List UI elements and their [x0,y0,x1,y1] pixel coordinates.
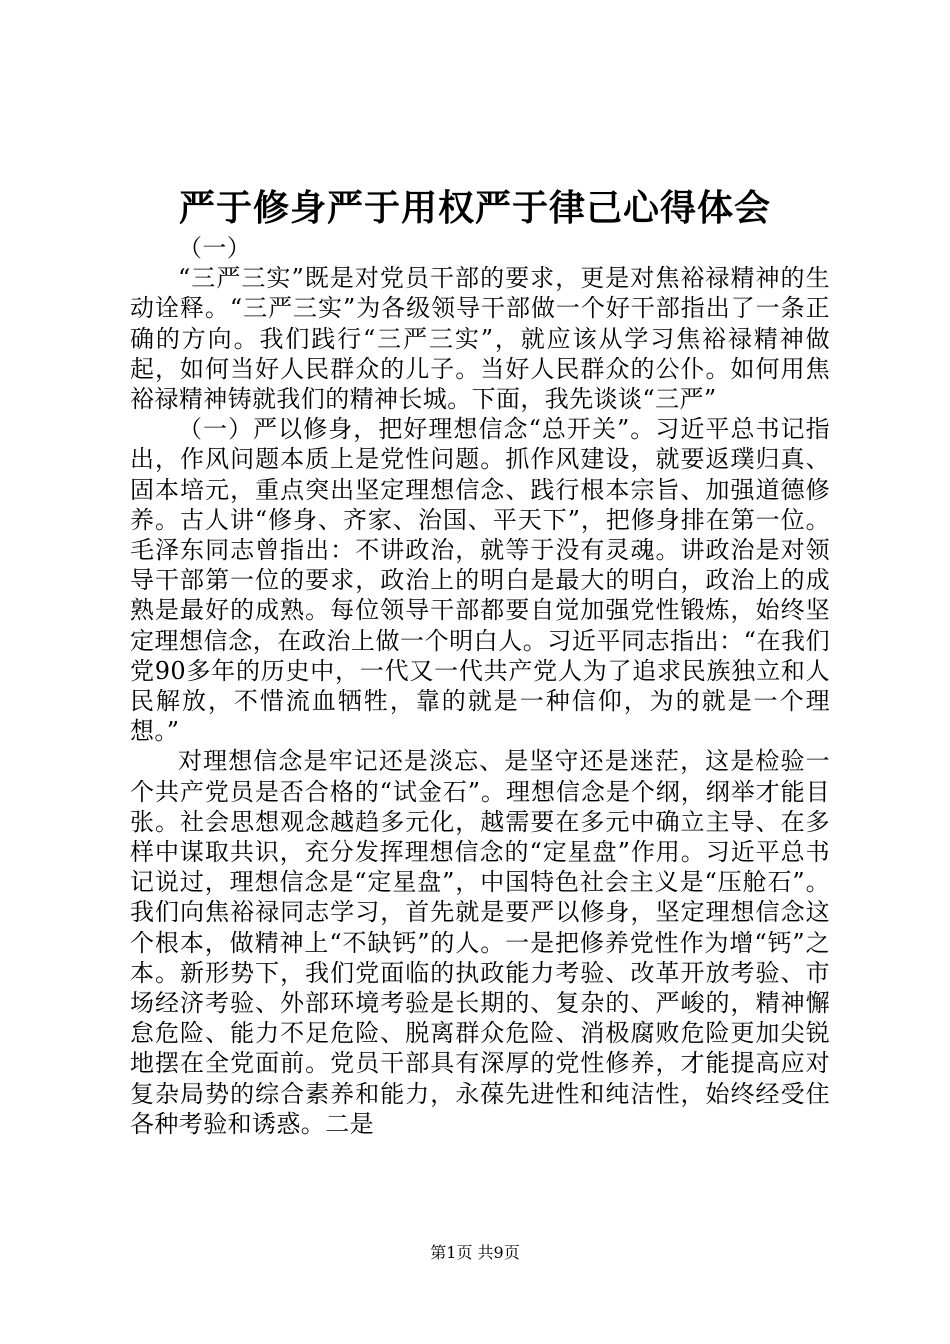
body-paragraph: （一）严以修身，把好理想信念“总开关”。习近平总书记指出，作风问题本质上是党性问题。抓作风建设，就要返璞归真、固本培元，重点突出坚定理想信念、践行根本宗旨、加强道德修养。古人讲“修身、齐家、治国、平天下”，把修身排在第一位。毛泽东同志曾指出：不讲政治，就等于没有灵魂。讲政治是对领导干部第一位的要求，政治上的明白是最大的明白，政治上的成熟是最好的成熟。每位领导干部都要自觉加强党性锻炼，始终坚定理想信念，在政治上做一个明白人。习近平同志指出：“在我们党90多年的历史中，一代又一代共产党人为了追求民族独立和人民解放，不惜流血牺牲，靠的就是一种信仰，为的就是一个理想。” [130,415,830,746]
page-number-footer: 第1页 共9页 [430,1243,520,1262]
body-paragraph: “三严三实”既是对党员干部的要求，更是对焦裕禄精神的生动诠释。“三严三实”为各级领导干部做一个好干部指出了一条正确的方向。我们践行“三严三实”，就应该从学习焦裕禄精神做起，如何当好人民群众的儿子。当好人民群众的公仆。如何用焦裕禄精神铸就我们的精神长城。下面，我先谈谈“三严” [130,264,830,414]
document-title: 严于修身严于用权严于律己心得体会 [178,187,771,229]
section-marker: （一） [178,234,252,262]
document-body [130,233,830,1139]
body-paragraph: 对理想信念是牢记还是淡忘、是坚守还是迷茫，这是检验一个共产党员是否合格的“试金石”。理想信念是个纲，纲举才能目张。社会思想观念越趋多元化，越需要在多元中确立主导、在多样中谋取共识，充分发挥理想信念的“定星盘”作用。习近平总书记说过，理想信念是“定星盘”，中国特色社会主义是“压舱石”。我们向焦裕禄同志学习，首先就是要严以修身，坚定理想信念这个根本，做精神上“不缺钙”的人。一是把修养党性作为增“钙”之本。新形势下，我们党面临的执政能力考验、改革开放考验、市场经济考验、外部环境考验是长期的、复杂的、严峻的，精神懈怠危险、能力不足危险、脱离群众危险、消极腐败危险更加尖锐地摆在全党面前。党员干部具有深厚的党性修养，才能提高应对复杂局势的综合素养和能力，永葆先进性和纯洁性，始终经受住各种考验和诱惑。二是 [130,747,830,1138]
